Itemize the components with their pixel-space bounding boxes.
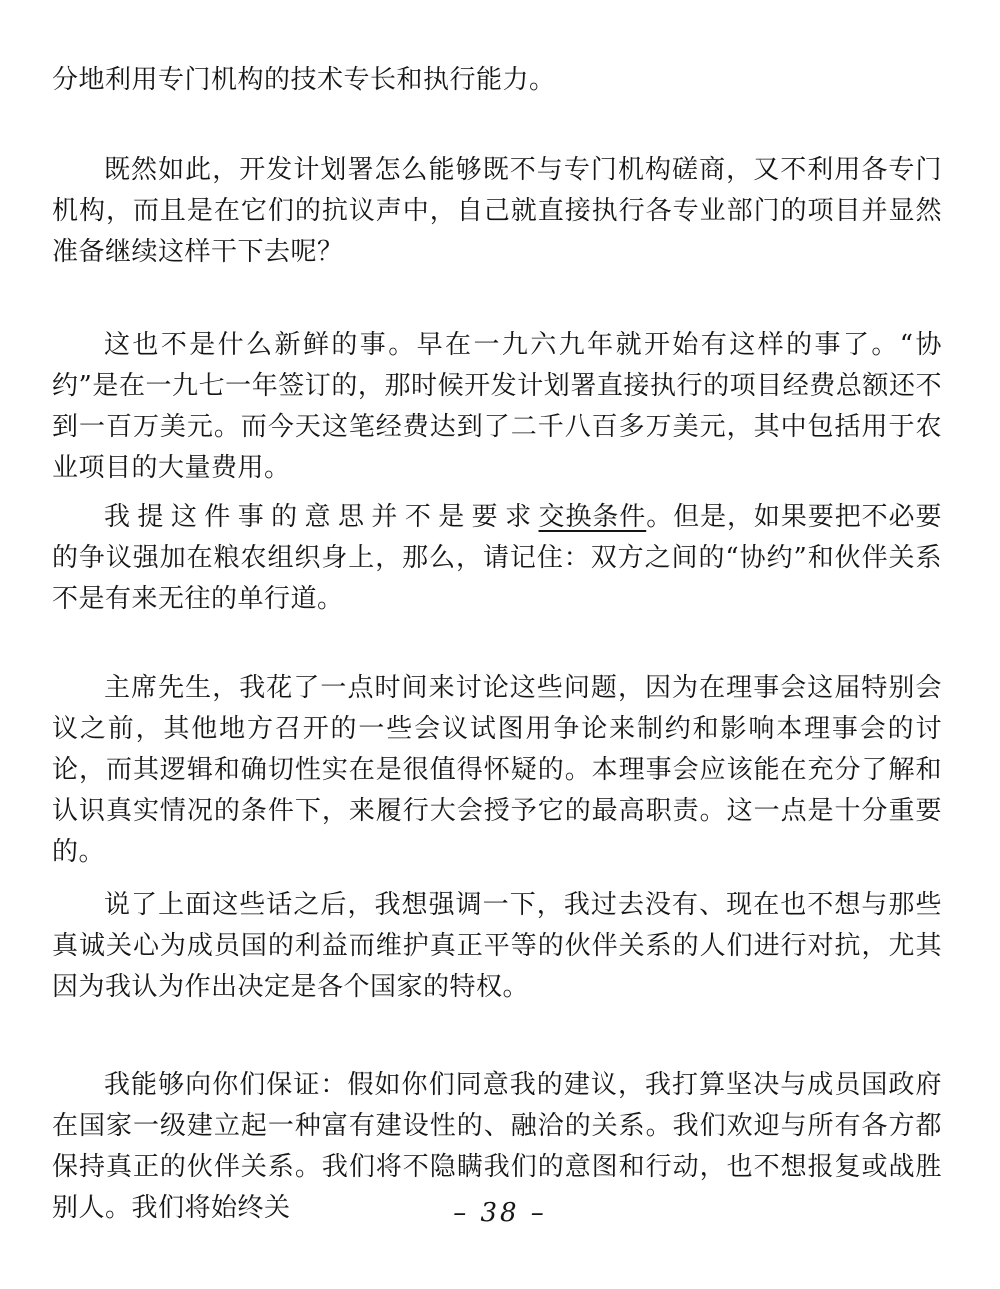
- underlined-term: 交换条件: [538, 502, 647, 532]
- page-number: – 38 –: [453, 1198, 547, 1228]
- paragraph-chairman-address: 主席先生，我花了一点时间来讨论这些问题，因为在理事会这届特别会议之前，其他地方召开的一些会议试图用争论来制约和影响本理事会的讨论，而其逻辑和确切性实在是很值得怀疑的。本理事会应该能在充分了解和认识真实情况的条件下，来履行大会授予它的最高职责。这一点是十分重要的。: [52, 673, 942, 867]
- paragraph-rest-text: 。但是，如果要把不必要的争议强加在粮农组织身上，那么，请记住：双方之间的“协约”和伙伴关系不是有来无往的单行道。: [52, 502, 942, 614]
- paragraph-continuation: 分地利用专门机构的技术专长和执行能力。: [52, 65, 556, 95]
- paragraph-no-confrontation: 说了上面这些话之后，我想强调一下，我过去没有、现在也不想与那些真诚关心为成员国的利益而维护真正平等的伙伴关系的人们进行对抗，尤其因为我认为作出决定是各个国家的特权。: [52, 890, 942, 1002]
- paragraph-lead-text: 我提这件事的意思并不是要求: [104, 502, 539, 532]
- paragraph-two-way-street: [52, 497, 942, 620]
- paragraph-consultation-question: 既然如此，开发计划署怎么能够既不与专门机构磋商，又不利用各专门机构，而且是在它们的抗议声中，自己就直接执行各专业部门的项目并显然准备继续这样干下去呢？: [52, 155, 942, 267]
- paragraph-assurance: 我能够向你们保证：假如你们同意我的建议，我打算坚决与成员国政府在国家一级建立起一种富有建设性的、融洽的关系。我们欢迎与所有各方都保持真正的伙伴关系。我们将不隐瞒我们的意图和行动，也不想报复或战胜别人。我们将始终关: [52, 1070, 942, 1223]
- paragraph-agreement-history: 这也不是什么新鲜的事。早在一九六九年就开始有这样的事了。“协约”是在一九七一年签订的，那时候开发计划署直接执行的项目经费总额还不到一百万美元。而今天这笔经费达到了二千八百多万美元，其中包括用于农业项目的大量费用。: [52, 330, 942, 483]
